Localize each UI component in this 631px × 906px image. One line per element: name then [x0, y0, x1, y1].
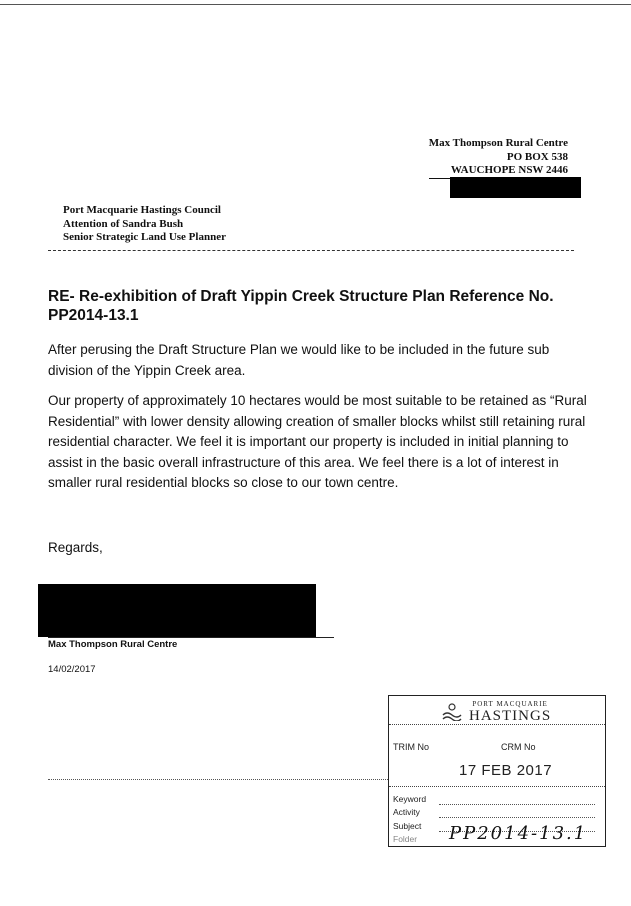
- recipient-role: Senior Strategic Land Use Planner: [63, 231, 226, 243]
- body-paragraph-1: After perusing the Draft Structure Plan we would like to be included in the future sub division of the Yippin Creek area.: [48, 342, 550, 378]
- stamp-separator: [389, 786, 605, 787]
- logo-org-small: PORT MACQUARIE: [472, 700, 548, 708]
- activity-line: [439, 817, 595, 818]
- top-scan-edge: [0, 4, 631, 5]
- folder-label: Folder: [393, 834, 418, 844]
- footer-dotted-line: [48, 779, 388, 780]
- signature-name: Max Thompson Rural Centre: [48, 639, 178, 650]
- received-stamp: [388, 695, 606, 847]
- recipient-attention: Attention of Sandra Bush: [63, 217, 184, 230]
- sender-town: WAUCHOPE NSW 2446: [429, 164, 568, 179]
- council-logo-icon: [441, 701, 463, 724]
- redaction-contact: [450, 177, 581, 198]
- subject-label: Subject: [393, 821, 422, 831]
- signature-line: [48, 637, 334, 638]
- recipient-address: [63, 204, 226, 245]
- received-date: 17 FEB 2017: [459, 762, 553, 779]
- crm-label: CRM No: [501, 742, 536, 752]
- council-logo: [441, 700, 551, 724]
- trim-label: TRIM No: [393, 742, 429, 752]
- header-divider: [48, 250, 574, 251]
- redaction-signature: [38, 584, 316, 637]
- logo-org-big: HASTINGS: [469, 708, 552, 724]
- recipient-organisation: Port Macquarie Hastings Council: [63, 204, 221, 216]
- stamp-separator: [389, 724, 605, 725]
- signature-date: 14/02/2017: [48, 664, 96, 675]
- keyword-label: Keyword: [393, 794, 427, 804]
- letter-subject: RE- Re-exhibition of Draft Yippin Creek Structure Plan Reference No. PP2014-13.1: [48, 288, 554, 324]
- activity-label: Activity: [393, 807, 420, 817]
- closing: Regards,: [48, 540, 103, 555]
- handwritten-reference: PP2014-13.1: [449, 823, 588, 844]
- body-paragraph-2: Our property of approximately 10 hectares would be most suitable to be retained as “Rural Residential” with lower density allowing creation of smaller blocks whilst still retaining rural residential character. We feel it is important our property is included in initial planning to assist in the basic overall infrastructure of this area. We feel there is a lot of interest in smaller rural residential blocks so close to our town centre.: [48, 393, 587, 490]
- sender-address: [429, 137, 568, 179]
- sender-name: Max Thompson Rural Centre: [428, 137, 568, 149]
- keyword-line: [439, 804, 595, 805]
- sender-po-box: PO BOX 538: [506, 150, 568, 163]
